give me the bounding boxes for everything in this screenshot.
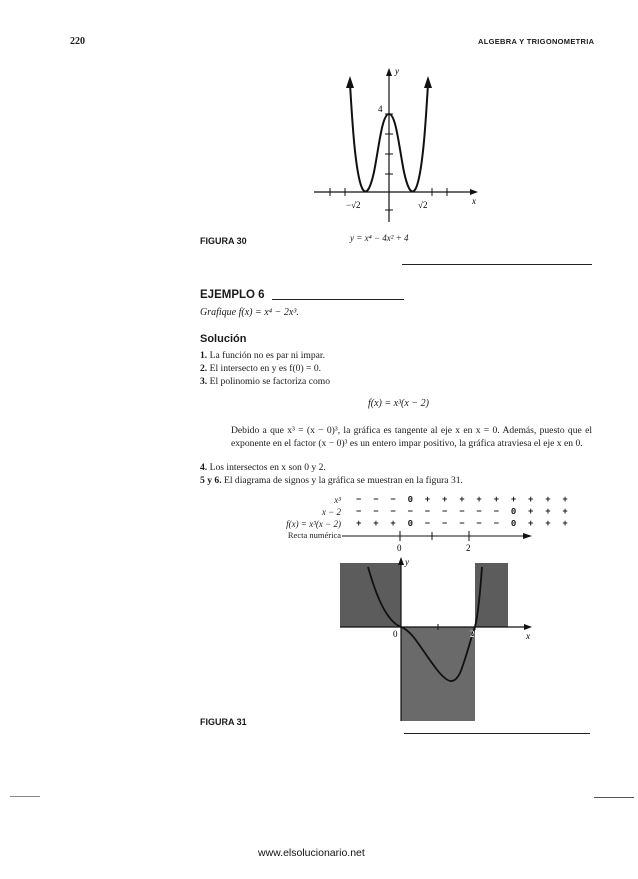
solution-item-3 bbox=[200, 376, 590, 389]
factor-equation: f(x) = x³(x − 2) bbox=[368, 398, 429, 409]
fig30-y-label: y bbox=[395, 66, 399, 76]
item-number: 2. bbox=[200, 363, 208, 374]
fig31-x-arrow bbox=[524, 624, 532, 630]
figure-31-graph bbox=[338, 555, 538, 725]
fig31-y-arrow bbox=[398, 557, 404, 565]
example-title: EJEMPLO 6 bbox=[200, 289, 265, 301]
fig31-x-label: x bbox=[526, 631, 530, 641]
footer-url: www.elsolucionario.net bbox=[258, 847, 365, 859]
scan-mark bbox=[594, 797, 634, 798]
fig31-shade-middle bbox=[401, 627, 475, 721]
number-line-label: Recta numérica bbox=[287, 530, 341, 540]
item-number: 5 y 6. bbox=[200, 475, 222, 486]
item-number: 1. bbox=[200, 350, 208, 361]
sign-row-values: − − − 0 + + + + + + + + + bbox=[356, 495, 572, 505]
item-text: El intersecto en y es f(0) = 0. bbox=[209, 363, 322, 374]
solution-item-56 bbox=[200, 475, 590, 488]
fig31-y-label: y bbox=[405, 557, 409, 567]
example-rule bbox=[272, 299, 404, 300]
figure-30-rule bbox=[402, 264, 592, 265]
solution-item-2 bbox=[200, 363, 590, 376]
fig30-x-label: x bbox=[472, 196, 476, 206]
number-line bbox=[342, 530, 534, 554]
item-text: La función no es par ni impar. bbox=[209, 350, 325, 361]
sign-row-values: − − − − − − − − − 0 + + + bbox=[356, 507, 572, 517]
solution-title: Solución bbox=[200, 333, 247, 345]
figure-31-rule bbox=[404, 733, 590, 734]
fig30-curve-arrow-right bbox=[424, 76, 432, 88]
solution-paragraph: Debido a que x³ = (x − 0)³, la gráfica es tangente al eje x en x = 0. Además, puesto que el exponente en el factor (x − 0)³ es un entero impar positivo, la gráfica atraviesa el eje x en 0. bbox=[231, 425, 592, 449]
number-line-tick-label-0: 0 bbox=[397, 543, 402, 553]
number-line-arrow bbox=[523, 533, 532, 539]
fig30-x-arrow bbox=[470, 189, 478, 195]
solution-item-4 bbox=[200, 462, 590, 475]
book-title: ALGEBRA Y TRIGONOMETRIA bbox=[478, 37, 595, 46]
solution-item-1 bbox=[200, 350, 590, 363]
scan-mark bbox=[10, 796, 40, 797]
figure-30-equation: y = x⁴ − 4x² + 4 bbox=[350, 233, 409, 243]
fig31-tick-zero: 0 bbox=[393, 629, 398, 639]
item-text: Los intersectos en x son 0 y 2. bbox=[209, 462, 326, 473]
figure-30-label: FIGURA 30 bbox=[200, 236, 247, 246]
fig31-tick-two: 2 bbox=[470, 629, 475, 639]
sign-row-label: x³ bbox=[334, 495, 341, 505]
fig30-tick-neg-label: −√2 bbox=[346, 200, 361, 210]
item-text: El polinomio se factoriza como bbox=[209, 376, 331, 387]
fig30-curve-arrow-left bbox=[346, 76, 354, 88]
item-text: El diagrama de signos y la gráfica se muestran en la figura 31. bbox=[224, 475, 463, 486]
figure-30-graph bbox=[300, 62, 490, 242]
example-statement: Grafique f(x) = x⁴ − 2x³. bbox=[200, 307, 299, 318]
sign-row-label: f(x) = x³(x − 2) bbox=[286, 519, 341, 529]
sign-row-label: x − 2 bbox=[321, 507, 341, 517]
fig30-y-arrow bbox=[386, 68, 392, 76]
figure-31-label: FIGURA 31 bbox=[200, 717, 247, 727]
fig30-tick-pos-label: √2 bbox=[418, 200, 428, 210]
fig30-tick-y-label: 4 bbox=[378, 104, 383, 114]
page-number: 220 bbox=[70, 36, 85, 47]
item-number: 3. bbox=[200, 376, 208, 387]
number-line-tick-label-2: 2 bbox=[466, 543, 471, 553]
item-number: 4. bbox=[200, 462, 208, 473]
sign-row-values: + + + 0 − − − − − 0 + + + bbox=[356, 519, 572, 529]
